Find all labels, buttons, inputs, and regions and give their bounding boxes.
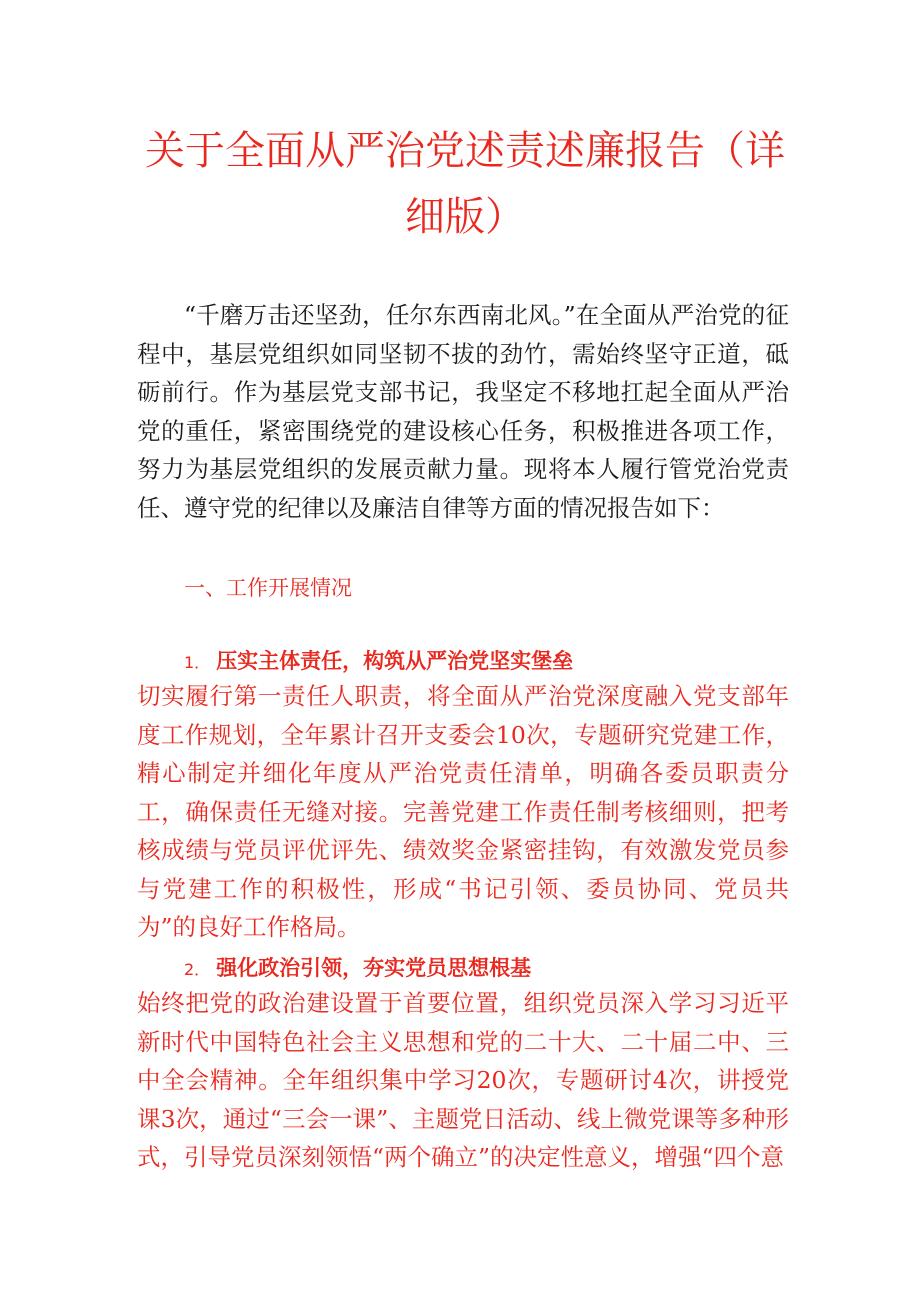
subsection-heading-2 bbox=[184, 951, 531, 987]
document-title: 关于全面从严治党述责述廉报告（详细版） bbox=[145, 128, 785, 240]
subsection-title-2: 强化政治引领，夯实党员思想根基 bbox=[216, 956, 532, 980]
subsection-number-2: 2． bbox=[184, 960, 211, 979]
subsection-paragraph-2: 始终把党的政治建设置于首要位置，组织党员深入学习习近平新时代中国特色社会主义思想和党的二十大、二十届二中、三中全会精神。全年组织集中学习20次，专题研讨4次，讲授党课3次，通过“三会一课”、主题党日活动、线上微党课等多种形式，引导党员深刻领悟“两个确立”的决定性意义，增强“四个意 bbox=[137, 989, 789, 1171]
section-heading: 一、工作开展情况 bbox=[184, 576, 352, 600]
subsection-paragraph-1: 切实履行第一责任人职责，将全面从严治党深度融入党支部年度工作规划，全年累计召开支委会10次，专题研究党建工作，精心制定并细化年度从严治党责任清单，明确各委员职责分工，确保责任无缝对接。完善党建工作责任制考核细则，把考核成绩与党员评优评先、绩效奖金紧密挂钩，有效激发党员参与党建工作的积极性，形成“书记引领、委员协同、党员共为”的良好工作格局。 bbox=[137, 682, 789, 941]
subsection-title-1: 压实主体责任，构筑从严治党坚实堡垒 bbox=[216, 649, 574, 673]
subsection-heading-1 bbox=[184, 644, 573, 680]
intro-paragraph: “千磨万击还坚劲，任尔东西南北风。”在全面从严治党的征程中，基层党组织如同坚韧不拔的劲竹，需始终坚守正道，砥砺前行。作为基层党支部书记，我坚定不移地扛起全面从严治党的重任，紧密围绕党的建设核心任务，积极推进各项工作，努力为基层党组织的发展贡献力量。现将本人履行管党治党责任、遵守党的纪律以及廉洁自律等方面的情况报告如下： bbox=[137, 301, 789, 522]
subsection-number-1: 1． bbox=[184, 653, 211, 672]
